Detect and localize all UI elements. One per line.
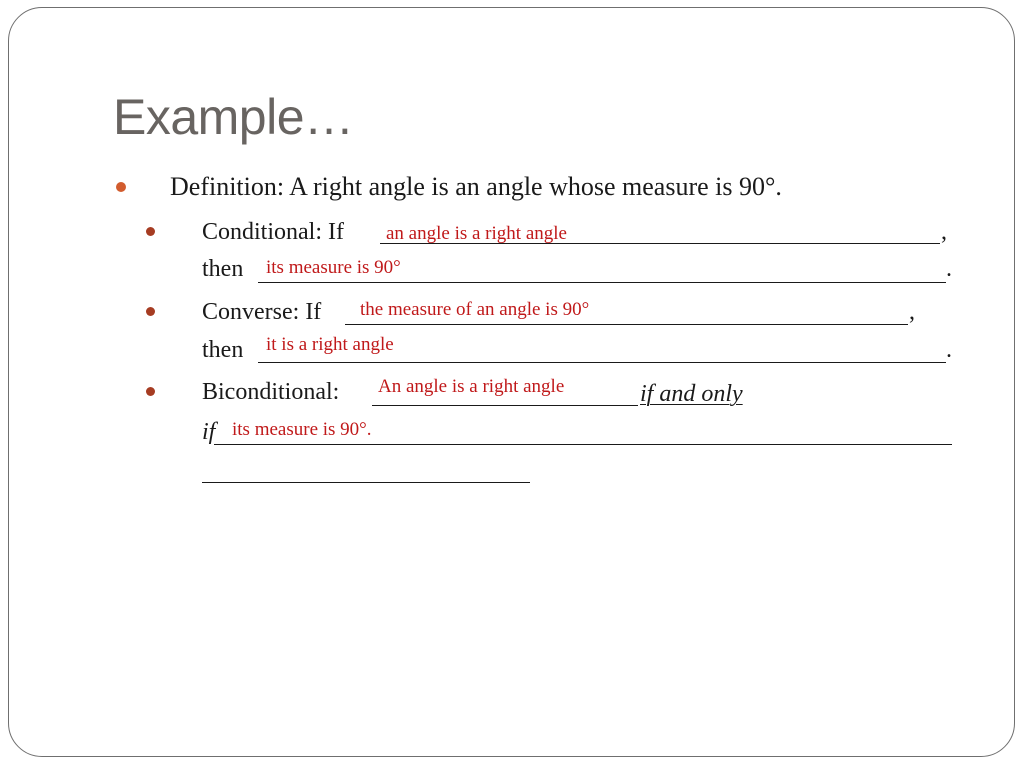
converse-conclusion-blank — [258, 362, 946, 363]
converse-label: Converse: If — [202, 299, 322, 325]
conditional-hypothesis-answer: an angle is a right angle — [386, 223, 567, 244]
converse-comma: , — [909, 299, 915, 325]
converse-hypothesis-answer: the measure of an angle is 90° — [360, 299, 590, 320]
converse-hypothesis-blank — [345, 324, 908, 325]
slide-title: Example… — [113, 89, 354, 145]
conditional-then-label: then — [202, 256, 244, 282]
conditional-period: . — [946, 256, 952, 282]
converse-period: . — [946, 337, 952, 363]
bullet-conditional — [146, 227, 155, 236]
conditional-conclusion-blank — [258, 282, 946, 283]
conditional-conclusion-answer: its measure is 90° — [266, 257, 401, 278]
biconditional-second-answer: its measure is 90°. — [232, 419, 372, 440]
converse-conclusion-answer: it is a right angle — [266, 334, 394, 355]
biconditional-continuation-blank — [202, 482, 530, 483]
conditional-label: Conditional: If — [202, 219, 344, 245]
biconditional-second-blank — [214, 444, 952, 445]
bullet-biconditional — [146, 387, 155, 396]
biconditional-connector-end: if — [202, 419, 216, 445]
conditional-comma: , — [941, 219, 947, 245]
biconditional-connector: if and only — [640, 381, 743, 407]
biconditional-first-answer: An angle is a right angle — [378, 376, 565, 397]
definition-text: Definition: A right angle is an angle whose measure is 90°. — [170, 172, 782, 201]
biconditional-label: Biconditional: — [202, 379, 340, 405]
bullet-definition — [116, 182, 126, 192]
bullet-converse — [146, 307, 155, 316]
converse-then-label: then — [202, 337, 244, 363]
biconditional-first-blank — [372, 405, 638, 406]
